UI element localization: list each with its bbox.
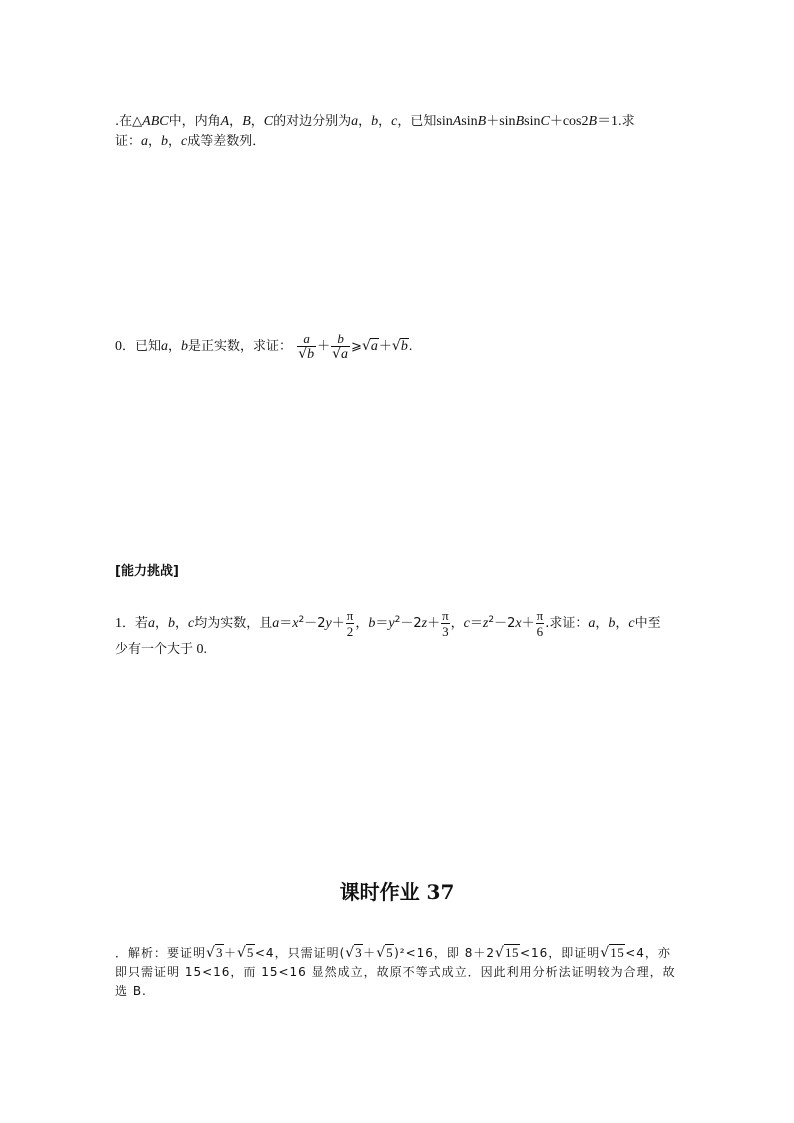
sqrt-sign: √: [600, 945, 611, 961]
sqrt-sign: √: [298, 345, 308, 362]
operator: ＋: [486, 114, 500, 129]
side-b: b: [371, 114, 379, 129]
term: －2: [400, 616, 422, 631]
var: x: [515, 616, 522, 631]
fraction-b-over-root-a: [331, 332, 350, 362]
var: B: [588, 114, 598, 129]
var: b: [181, 339, 189, 354]
radicand: 15: [504, 945, 519, 960]
text: ．解析：要证明: [115, 946, 207, 960]
text: )²<16，即 8＋2: [394, 946, 496, 960]
pi-symbol: π: [442, 607, 449, 623]
text: ，: [229, 114, 243, 129]
radicand: b: [307, 346, 315, 362]
radicand: a: [341, 346, 349, 362]
side-a: a: [351, 114, 359, 129]
var: b: [368, 616, 376, 631]
var: C: [540, 114, 550, 129]
number: 0.: [193, 642, 208, 657]
radicand: a: [370, 339, 378, 354]
fraction-a-over-root-b: [297, 332, 316, 362]
pi-symbol: π: [536, 607, 544, 623]
text: ，: [155, 616, 169, 631]
problem-number: 1: [115, 616, 122, 631]
operator: ＋: [378, 339, 392, 354]
func: sin: [499, 114, 516, 129]
var: y: [388, 616, 395, 631]
text: ，: [250, 114, 264, 129]
var: c: [188, 616, 195, 631]
solution-line2: 即只需证明 15<16，而 15<16 显然成立，故原不等式成立．因此利用分析法证明较为合理，故: [115, 965, 676, 979]
term: －2: [494, 616, 516, 631]
var: a: [588, 616, 596, 631]
term: －2: [304, 616, 326, 631]
func: cos2: [562, 114, 589, 129]
text: ，: [450, 616, 464, 631]
denominator: 3: [442, 623, 449, 639]
numerator: b: [337, 330, 344, 346]
text: ，: [355, 616, 369, 631]
problem-a-line2: [115, 133, 265, 151]
sqrt-sign: √: [376, 945, 387, 961]
var: y: [325, 616, 332, 631]
text: <16，即证明: [519, 946, 601, 960]
text: 少有一个大于: [115, 642, 194, 657]
fraction-pi-2: [346, 609, 355, 639]
geq-sign: ⩾: [351, 339, 362, 354]
func: sin: [524, 114, 541, 129]
solution-line1: [115, 944, 671, 962]
exponent: 2: [394, 615, 401, 625]
var: A: [452, 114, 462, 129]
var: B: [477, 114, 487, 129]
sqrt-sign: √: [391, 338, 401, 354]
radicand: 15: [610, 945, 625, 960]
sqrt-sign: √: [361, 338, 371, 354]
text: ，: [168, 134, 182, 149]
text: ，: [595, 616, 609, 631]
text: ．若: [122, 616, 149, 631]
text: ，: [175, 616, 189, 631]
var: z: [421, 616, 428, 631]
text: .在△: [115, 114, 143, 129]
text: ．已知: [122, 339, 162, 354]
period: .: [408, 339, 413, 354]
var: b: [608, 616, 616, 631]
radicand: 3: [215, 945, 223, 960]
radicand: b: [400, 339, 408, 354]
sqrt-sign: √: [495, 945, 505, 961]
operator: ＋: [223, 946, 237, 960]
func: sin: [461, 114, 478, 129]
text: <4，亦: [625, 946, 671, 960]
var: B: [515, 114, 525, 129]
equals: ＝: [375, 616, 389, 631]
text: ，: [168, 339, 182, 354]
pi-symbol: π: [346, 607, 354, 623]
sqrt-sign: √: [236, 945, 247, 961]
solution-line3: 选 B.: [115, 984, 147, 998]
fraction-pi-3: [441, 609, 450, 639]
angle-b: B: [242, 114, 251, 129]
text: .求证：: [545, 616, 589, 631]
text: 证：: [115, 134, 142, 149]
problem-number: 0: [115, 339, 122, 354]
operator: ＋: [317, 339, 331, 354]
equals: ＝: [279, 616, 293, 631]
text: ，: [148, 134, 162, 149]
text: ，: [358, 114, 372, 129]
exponent: 2: [298, 615, 305, 625]
side-c: c: [391, 114, 398, 129]
text: ，: [615, 616, 629, 631]
exponent: 2: [488, 615, 495, 625]
text: 成等差数列．: [187, 134, 266, 149]
angle-c: C: [263, 114, 274, 129]
text: 中至: [634, 616, 661, 631]
sqrt-sign: √: [206, 945, 216, 961]
denominator: 2: [346, 623, 354, 639]
var: c: [181, 134, 188, 149]
section-heading: [能力挑战]: [115, 564, 179, 579]
angle-a: A: [220, 114, 230, 129]
operator: ＋: [549, 114, 563, 129]
problem-c-line2: [115, 641, 207, 659]
operator: ＋: [427, 616, 441, 631]
sqrt-sign: √: [345, 945, 356, 961]
equals: ＝1.: [597, 114, 622, 129]
var: a: [148, 616, 156, 631]
text: 是正实数，求证：: [188, 339, 293, 354]
text: 的对边分别为: [273, 114, 352, 129]
homework-title: 课时作业 37: [339, 880, 455, 904]
problem-b: [115, 328, 412, 365]
var: b: [161, 134, 169, 149]
text: 均为实数，且: [194, 616, 273, 631]
func: sin: [436, 114, 453, 129]
operator: ＋: [331, 616, 345, 631]
denominator: 6: [536, 623, 544, 639]
triangle-label: ABC: [142, 114, 169, 129]
text: ，已知: [397, 114, 437, 129]
var: c: [463, 616, 470, 631]
numerator: a: [303, 330, 310, 346]
var: x: [292, 616, 299, 631]
fraction-pi-6: [536, 609, 545, 639]
sqrt-sign: √: [332, 345, 342, 362]
text: ，: [378, 114, 392, 129]
equals: ＝: [469, 616, 483, 631]
radicand: 3: [355, 945, 363, 960]
problem-a-line1: [115, 113, 635, 131]
var: c: [628, 616, 635, 631]
text: <4，只需证明(: [254, 946, 346, 960]
var: b: [168, 616, 176, 631]
var: a: [272, 616, 280, 631]
operator: ＋: [363, 946, 377, 960]
radicand: 5: [246, 945, 254, 960]
problem-c-line1: [115, 604, 661, 644]
operator: ＋: [521, 616, 535, 631]
text: 中，内角: [168, 114, 221, 129]
radicand: 5: [386, 945, 394, 960]
var: a: [141, 134, 149, 149]
var: a: [161, 339, 169, 354]
var: z: [482, 616, 489, 631]
text: 求: [621, 114, 635, 129]
